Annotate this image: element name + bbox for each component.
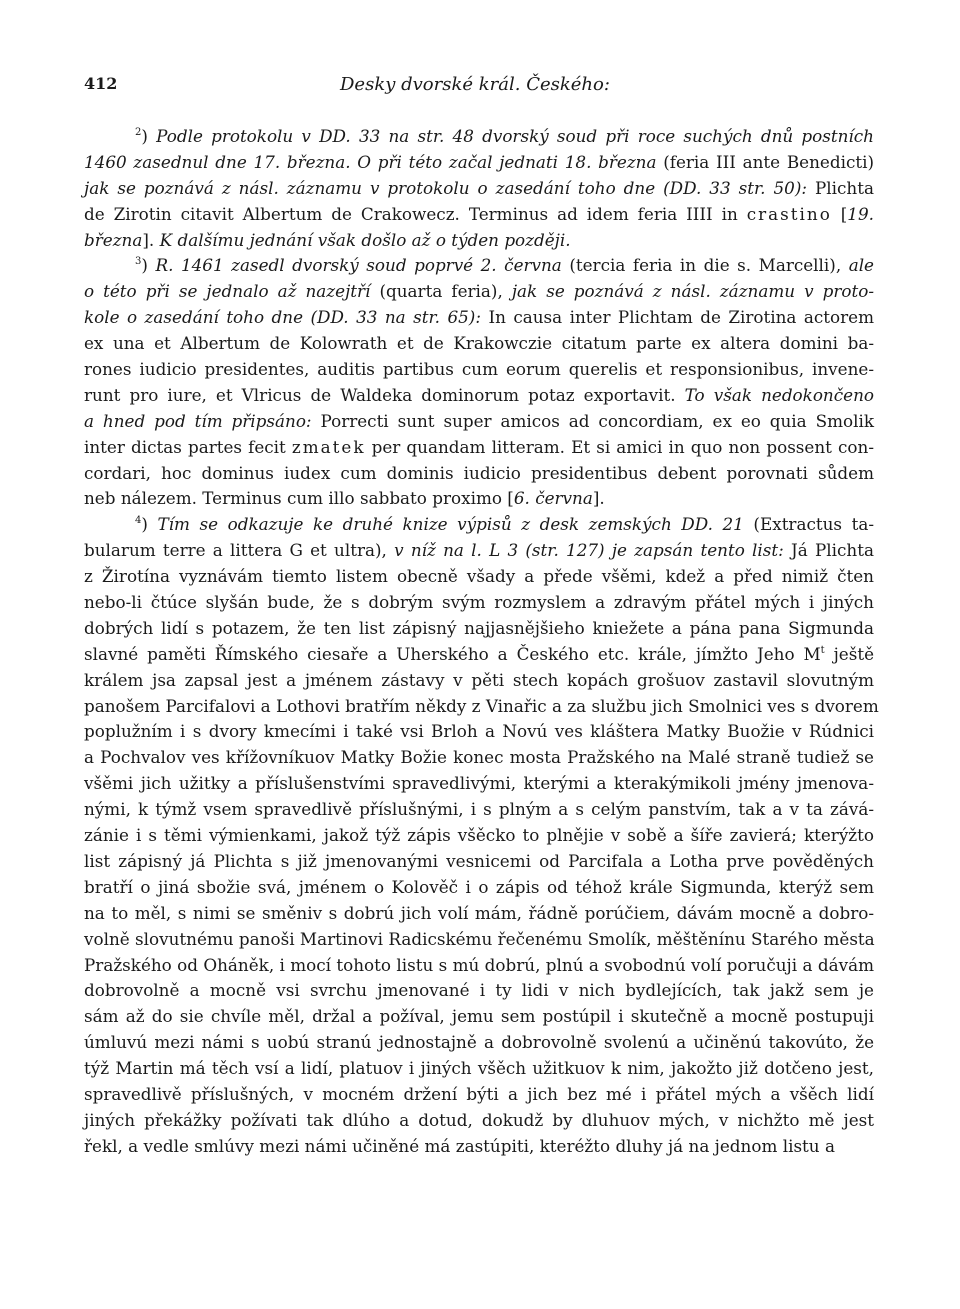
italic-text: kole o zasedání toho dne (DD. 33 na str. 65): [84,307,481,328]
text-segment: sám až do sie chvíle měl, držal a požíval, jemu sem postúpil i skutečně a mocně postupuji [84,1006,874,1027]
text-segment: bularum terre a littera G et ultra), [84,540,395,561]
text-line [84,435,874,461]
italic-text: Podle protokolu v DD. 33 na str. 48 dvorský soud při roce suchých dnů postních [156,126,874,146]
text-line [84,1134,874,1160]
text-line [84,1056,874,1082]
text-line [84,357,874,383]
italic-text: v níž na l. L 3 (str. 127) je zapsán tento list: [394,540,784,561]
text-line [84,1030,874,1056]
text-segment: Já Plichta [783,540,874,561]
text-segment: nými, k týmž vsem spravedlivě příslušnými, i s plným a s celým panstvím, tak a v ta zává- [84,799,874,820]
text-segment: všěmi jich užitky a příslušenstvími spravedlivými, kterými a kterakýmikoli jmény jmenova- [84,773,874,794]
text-line [84,1108,874,1134]
text-segment: In causa inter Plichtam de Zirotina actorem [481,307,874,328]
page-header [84,74,874,98]
text-line [84,253,874,279]
text-segment: (feria III ante Benedicti) [656,151,874,172]
text-line [84,331,874,357]
text-segment: cordari, hoc dominus iudex cum dominis iudicio presidentibus debent porovnati sůdem [84,462,874,483]
text-segment: (quarta feria), [370,281,512,302]
text-segment: volně slovutnému panoši Martinovi Radicskému řečenému Smolík, měštěnínu Starého města [84,928,875,949]
text-segment: list zápisný já Plichta s již jmenovanými vesnicemi od Parcifala a Lotha prve pověděných [84,850,874,871]
page-number: 412 [84,74,118,93]
text-line [84,1004,874,1030]
text-segment: zánie i s těmi výmienkami, jakož týž zápis všěcko to plnějie v sobě a šíře zavierá; kterýžto [84,825,874,846]
text-line [84,305,874,331]
text-segment: týž Martin má těch vsí a lidí, platuov i jiných všěch užitkuov k nim, jakožto již dotčeno jest, [84,1058,874,1079]
italic-text: 1460 zasednul dne 17. března. O při této začal jednati 18. března [84,151,657,172]
text-line [84,383,874,409]
italic-text: To však nedokončeno [684,384,874,405]
text-segment: panošem Parcifalovi a Lothovi bratřím někdy z Vinařic a za službu jich Smolnici ves s dvorem [84,695,879,716]
text-line [84,771,874,797]
footnotes-body [84,124,879,1160]
text-segment: ještě [824,643,874,664]
text-line [84,150,874,176]
text-segment: dobrovolně a mocně vsi svrchu jmenované i ty lidi v nich bydlejících, tak jakž sem je [84,980,874,1001]
running-title: Desky dvorské král. Českého: [340,74,610,95]
footnote-2 [84,124,874,253]
text-segment: bratří o jiná sbožie svá, jménem o Kolověč i o zápis od téhož krále Sigmunda, kterýž sem [84,876,874,897]
text-segment: na to měl, s nimi se směniv s dobrú jich volí mám, řádně porúčiem, dávám mocně a dobro- [84,902,874,923]
text-line [84,486,874,512]
text-segment: rones iudicio presidentes, auditis partibus cum eorum querelis et responsionibus, invene- [84,359,874,380]
footnote-marker: $^3$) [135,255,156,276]
text-segment: nebo-li čtúce slyšán bude, že s dobrým svým rozmyslem a zdravým přátel mých i jiných [84,592,874,613]
italic-text: 6. června [513,488,593,509]
text-line [84,668,874,694]
text-line [84,745,874,771]
text-line [84,228,874,254]
text-line [84,875,874,901]
italic-text: jak se poznává z násl. záznamu v proto- [511,281,874,302]
text-line [84,978,874,1004]
text-line [84,202,874,228]
text-segment: úmluvú mezi námi s uobú stranú jednostajně a dobrovolně svolenú a učiněnú takovúto, že [84,1032,874,1053]
text-segment: jiných překážky požívati tak dlúho a dotud, dokudž by dluhuov mých, v nichžto mě jest [84,1109,874,1130]
text-line [84,564,874,590]
text-segment: neb nálezem. Terminus cum illo sabbato proximo [ [84,488,514,509]
text-segment: ex una et Albertum de Kolowrath et de Krakowczie citatum parte ex altera domini ba- [84,333,874,354]
text-segment: (tercia feria in die s. Marcelli), [561,255,849,276]
text-line [84,590,874,616]
text-segment: crastino [746,203,832,224]
italic-text: března [84,229,143,250]
text-line [84,719,874,745]
text-segment: Pražského od Oháněk, i mocí tohoto listu s mú dobrú, plnú a svobodnú volí poručuji a dávám [84,954,874,975]
text-segment: (Extractus ta- [743,514,874,535]
text-line [84,616,874,642]
text-line [84,953,874,979]
italic-text: Tím se odkazuje ke druhé knize výpisů z desk zemských DD. 21 [157,514,744,535]
text-segment: ]. [142,229,160,250]
footnote-4 [84,512,879,1159]
footnote-marker: $^2$) [135,126,157,146]
text-line [84,512,874,538]
text-line [84,409,874,435]
text-segment: de Zirotin citavit Albertum de Crakowecz. Terminus ad idem feria IIII in [84,203,747,224]
text-line [84,849,874,875]
text-segment: poplužním i s dvory kmecími i také vsi Brloh a Novú ves kláštera Matky Buožie v Rúdnici [84,721,874,742]
text-line [84,1082,874,1108]
text-segment: [ [831,203,848,224]
text-segment: dobrých lidí s potazem, že ten list zápisný najjasnějšieho kniežete a pána pana Sigmunda [84,617,874,638]
text-line [84,124,874,150]
text-segment: Plichta [807,177,874,198]
italic-text: K dalšímu jednání však došlo až o týden později. [159,229,571,250]
italic-text: R. 1461 zasedl dvorský soud poprvé 2. června [155,255,562,276]
italic-text: jak se poznává z násl. záznamu v protokolu o zasedání toho dne (DD. 33 str. 50): [84,177,808,198]
footnote-3 [84,253,874,512]
text-line [84,797,874,823]
text-line [84,176,874,202]
text-segment: spravedlivě příslušných, v mocném držení býti a jich bez mé i přátel mých a všěch lidí [84,1083,874,1104]
text-segment: Porrecti sunt super amicos ad concordiam, ex eo quia Smolik [311,410,874,431]
text-line [84,279,874,305]
text-segment: inter dictas partes fecit [84,436,292,457]
italic-text: a hned pod tím připsáno: [84,410,312,431]
text-segment: králem jsa zapsal jest a jménem zástavy v pěti stech kopách grošuov zastavil slovutným [84,669,874,690]
footnote-marker: $^4$) [135,514,158,535]
text-line [84,538,874,564]
text-segment: řekl, a vedle smlúvy mezi námi učiněné má zastúpiti, kteréžto dluhy já na jednom listu a [84,1135,835,1156]
text-segment: t [820,644,825,656]
text-segment: zmatek [291,436,366,457]
text-segment: z Žirotína vyznávám tiemto listem obecně všady a přede všěmi, kdež a před nimiž čten [84,566,874,587]
text-segment: per quandam litteram. Et si amici in quo non possent con- [365,436,874,457]
text-segment: a Pochvalov ves křížovníkuov Matky Božie konec mosta Pražského na Malé straně tudiež se [84,747,874,768]
text-segment: runt pro iure, et Vlricus de Waldeka dominorum potaz exportavit. [84,384,685,405]
text-line [84,461,874,487]
text-segment: ]. [592,488,605,509]
italic-text: 19. [847,203,874,224]
text-line [84,694,879,720]
text-line [84,927,874,953]
text-line [84,823,874,849]
text-segment: slavné paměti Římského ciesaře a Uherského a Českého etc. krále, jímžto Jeho M [84,643,821,664]
italic-text: ale [848,255,874,276]
italic-text: o této při se jednalo až nazejtří [84,281,371,302]
text-line [84,642,874,668]
text-line [84,901,874,927]
